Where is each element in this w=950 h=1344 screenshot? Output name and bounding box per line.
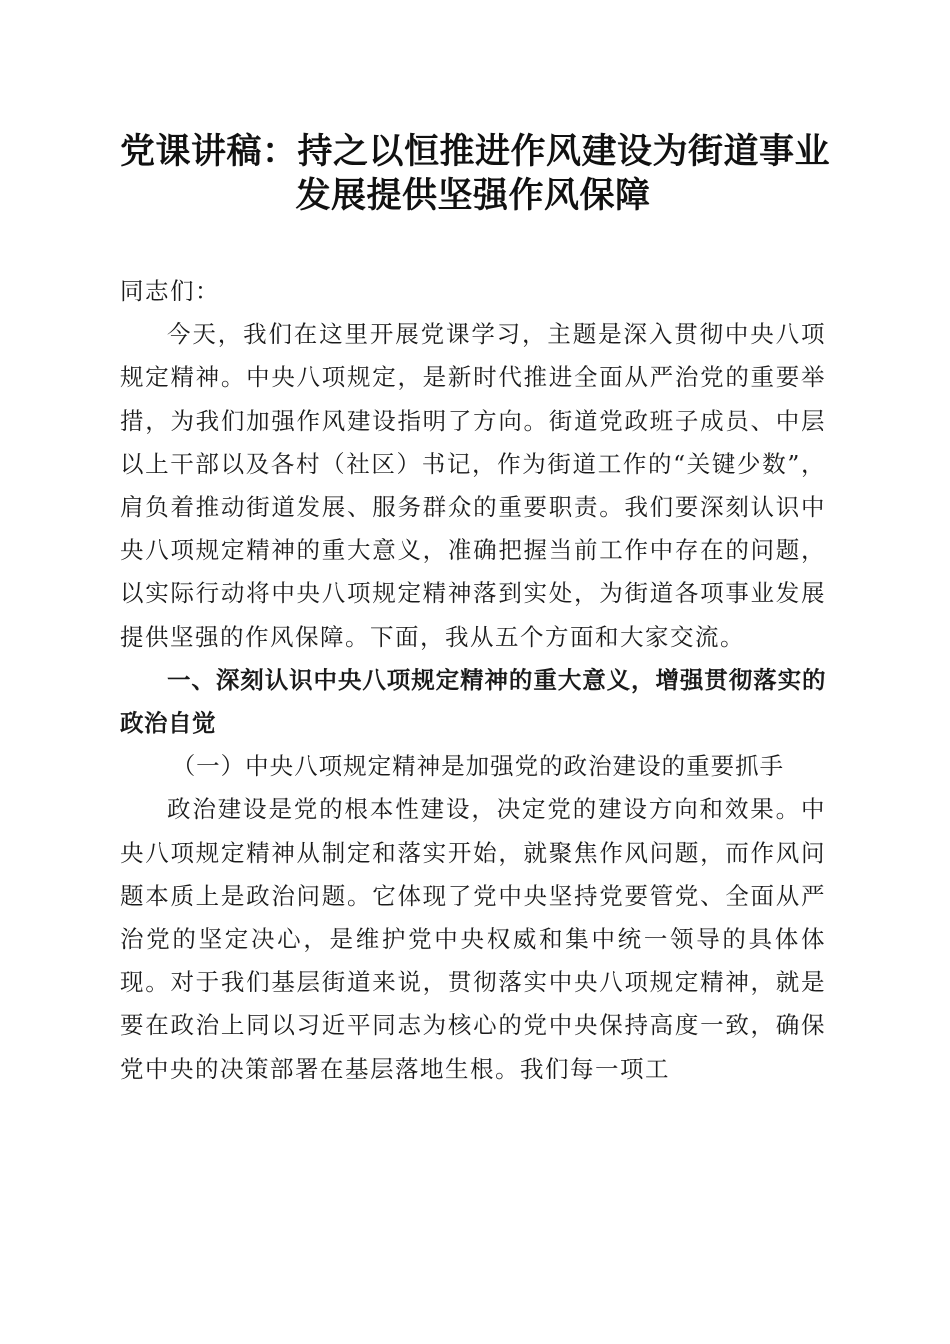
document-title <box>120 130 831 218</box>
document-body <box>120 270 826 1091</box>
title-line-1: 党课讲稿：持之以恒推进作风建设为街道事业 <box>120 131 831 172</box>
subsection-paragraph-1: 政治建设是党的根本性建设，决定党的建设方向和效果。中央八项规定精神从制定和落实开始，就聚焦作风问题，而作风问题本质上是政治问题。它体现了党中央坚持党要管党、全面从严治党的坚定决心，是维护党中央权威和集中统一领导的具体体现。对于我们基层街道来说，贯彻落实中央八项规定精神，就是要在政治上同以习近平同志为核心的党中央保持高度一致，确保党中央的决策部署在基层落地生根。我们每一项工 <box>120 795 826 1083</box>
title-line-2: 发展提供坚强作风保障 <box>295 175 651 216</box>
subsection-heading-1: （一）中央八项规定精神是加强党的政治建设的重要抓手 <box>171 752 785 781</box>
salutation: 同志们： <box>120 277 220 305</box>
section-heading-1: 一、深刻认识中央八项规定精神的重大意义，增强贯彻落实的政治自觉 <box>120 665 826 738</box>
document-page <box>120 130 831 1091</box>
intro-paragraph: 今天，我们在这里开展党课学习，主题是深入贯彻中央八项规定精神。中央八项规定，是新时代推进全面从严治党的重要举措，为我们加强作风建设指明了方向。街道党政班子成员、中层以上干部以及各村（社区）书记，作为街道工作的“关键少数”，肩负着推动街道发展、服务群众的重要职责。我们要深刻认识中央八项规定精神的重大意义，准确把握当前工作中存在的问题，以实际行动将中央八项规定精神落到实处，为街道各项事业发展提供坚强的作风保障。下面，我从五个方面和大家交流。 <box>120 320 826 651</box>
